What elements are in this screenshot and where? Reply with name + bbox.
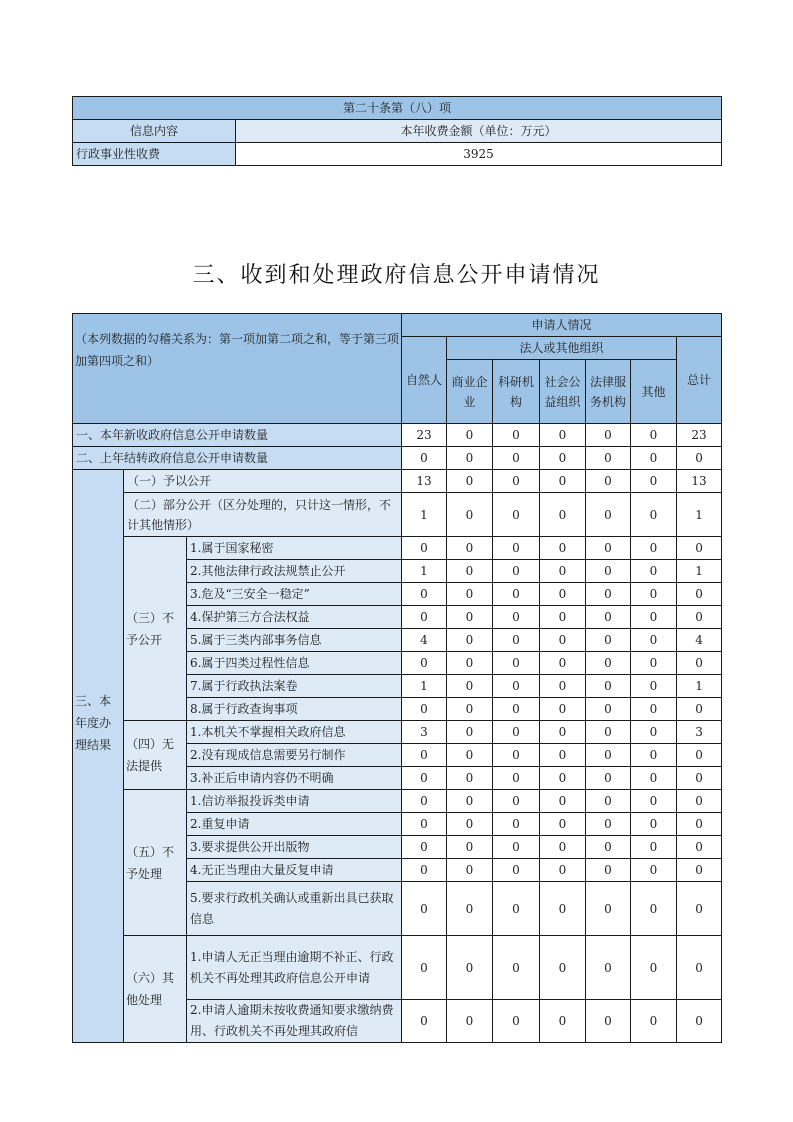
not-processed-row-2-value-0: 0 [402,836,447,859]
not-disclosed-row-0-value-6: 0 [677,537,722,560]
sub-header-other: 其他 [631,360,677,424]
not-processed-row-3-value-6: 0 [677,859,722,882]
not-disclosed-row-3-value-4: 0 [586,606,631,629]
row-new-value-6: 23 [677,424,722,447]
row-new-value-1: 0 [447,424,493,447]
not-disclosed-row-1-value-0: 1 [402,560,447,583]
row-partial-value-1: 0 [447,493,493,537]
other-processing-row-0-value-1: 0 [447,936,493,1000]
other-processing-row-1-value-1: 0 [447,1000,493,1043]
not-disclosed-row-1-value-3: 0 [540,560,586,583]
unable-row-0-value-1: 0 [447,721,493,744]
not-processed-row-2-value-6: 0 [677,836,722,859]
not-disclosed-row-5-value-1: 0 [447,652,493,675]
other-processing-row-0-value-3: 0 [540,936,586,1000]
table-row [73,470,722,493]
result-group-label: 三、本年度办理结果 [73,470,124,1043]
not-disclosed-row-1-value-4: 0 [586,560,631,583]
not-processed-row-label: 5.要求行政机关确认或重新出具已获取信息 [187,882,402,936]
not-disclosed-row-label: 3.危及“三安全一稳定” [187,583,402,606]
not-disclosed-row-3-value-6: 0 [677,606,722,629]
row-open-value-2: 0 [493,470,540,493]
not-processed-row-3-value-2: 0 [493,859,540,882]
fee-table [72,96,722,166]
row-carryover-value-1: 0 [447,447,493,470]
unable-row-2-value-6: 0 [677,767,722,790]
not-disclosed-row-7-value-4: 0 [586,698,631,721]
not-processed-row-2-value-1: 0 [447,836,493,859]
other-processing-row-1-value-6: 0 [677,1000,722,1043]
not-processed-row-2-value-5: 0 [631,836,677,859]
not-disclosed-row-label: 1.属于国家秘密 [187,537,402,560]
other-processing-row-1-value-0: 0 [402,1000,447,1043]
not-processed-row-1-value-3: 0 [540,813,586,836]
unable-row-1-value-3: 0 [540,744,586,767]
table-row [73,936,722,1000]
table-row [73,537,722,560]
unable-row-0-value-3: 0 [540,721,586,744]
not-processed-row-2-value-4: 0 [586,836,631,859]
not-processed-row-3-value-0: 0 [402,859,447,882]
fee-col-value: 本年收费金额（单位：万元） [236,120,722,143]
table-row [73,721,722,744]
not-disclosed-row-3-value-2: 0 [493,606,540,629]
row-partial-value-6: 1 [677,493,722,537]
not-processed-row-4-value-1: 0 [447,882,493,936]
not-disclosed-row-7-value-2: 0 [493,698,540,721]
other-processing-row-label: 1.申请人无正当理由逾期不补正、行政机关不再处理其政府信息公开申请 [187,936,402,1000]
not-processed-row-1-value-4: 0 [586,813,631,836]
not-disclosed-row-0-value-1: 0 [447,537,493,560]
other-processing-row-1-value-4: 0 [586,1000,631,1043]
not-processed-row-0-value-1: 0 [447,790,493,813]
not-processed-row-3-value-1: 0 [447,859,493,882]
not-disclosed-row-3-value-3: 0 [540,606,586,629]
not-disclosed-row-3-value-5: 0 [631,606,677,629]
sub-header-research: 科研机构 [493,360,540,424]
not-disclosed-row-5-value-4: 0 [586,652,631,675]
row-partial-value-5: 0 [631,493,677,537]
not-disclosed-row-0-value-4: 0 [586,537,631,560]
row-carryover-value-0: 0 [402,447,447,470]
row-partial-value-4: 0 [586,493,631,537]
not-processed-row-0-value-0: 0 [402,790,447,813]
not-processed-row-0-value-6: 0 [677,790,722,813]
not-disclosed-row-4-value-0: 4 [402,629,447,652]
not-processed-row-1-value-2: 0 [493,813,540,836]
not-processed-row-4-value-4: 0 [586,882,631,936]
not-disclosed-row-6-value-3: 0 [540,675,586,698]
not-processed-row-1-value-1: 0 [447,813,493,836]
not-processed-row-2-value-2: 0 [493,836,540,859]
row-carryover-value-5: 0 [631,447,677,470]
row-carryover-value-2: 0 [493,447,540,470]
fee-col-label: 信息内容 [73,120,236,143]
not-disclosed-row-1-value-2: 0 [493,560,540,583]
other-processing-row-0-value-2: 0 [493,936,540,1000]
natural-person-header: 自然人 [402,337,447,424]
not-processed-row-3-value-4: 0 [586,859,631,882]
unable-row-1-value-1: 0 [447,744,493,767]
unable-group-label: （四）无法提供 [124,721,187,790]
not-disclosed-row-7-value-0: 0 [402,698,447,721]
unable-row-0-value-2: 0 [493,721,540,744]
table-row [73,790,722,813]
sub-header-public-welfare: 社会公益组织 [540,360,586,424]
table-row [73,447,722,470]
not-disclosed-row-7-value-6: 0 [677,698,722,721]
not-processed-row-4-value-6: 0 [677,882,722,936]
not-processed-row-4-value-3: 0 [540,882,586,936]
not-disclosed-row-6-value-4: 0 [586,675,631,698]
not-disclosed-row-5-value-2: 0 [493,652,540,675]
fee-row-value: 3925 [236,143,722,166]
not-processed-row-1-value-0: 0 [402,813,447,836]
unable-row-2-value-4: 0 [586,767,631,790]
not-disclosed-row-7-value-3: 0 [540,698,586,721]
legal-group-header: 法人或其他组织 [447,337,677,360]
unable-row-label: 2.没有现成信息需要另行制作 [187,744,402,767]
not-disclosed-row-label: 5.属于三类内部事务信息 [187,629,402,652]
not-processed-group-label: （五）不予处理 [124,790,187,936]
not-disclosed-row-1-value-6: 1 [677,560,722,583]
not-disclosed-row-3-value-0: 0 [402,606,447,629]
other-processing-row-0-value-0: 0 [402,936,447,1000]
not-disclosed-row-2-value-6: 0 [677,583,722,606]
section-title: 三、收到和处理政府信息公开申请情况 [192,263,601,288]
not-disclosed-row-4-value-4: 0 [586,629,631,652]
other-processing-row-label: 2.申请人逾期未按收费通知要求缴纳费用、行政机关不再处理其政府信 [187,1000,402,1043]
row-new-value-2: 0 [493,424,540,447]
not-disclosed-row-2-value-3: 0 [540,583,586,606]
unable-row-1-value-6: 0 [677,744,722,767]
not-disclosed-row-4-value-3: 0 [540,629,586,652]
not-disclosed-row-2-value-0: 0 [402,583,447,606]
row-open-value-4: 0 [586,470,631,493]
unable-row-2-value-3: 0 [540,767,586,790]
not-processed-row-label: 2.重复申请 [187,813,402,836]
not-processed-row-0-value-3: 0 [540,790,586,813]
unable-row-2-value-5: 0 [631,767,677,790]
total-header: 总计 [677,337,722,424]
row-carryover-value-3: 0 [540,447,586,470]
unable-row-0-value-5: 0 [631,721,677,744]
not-processed-row-2-value-3: 0 [540,836,586,859]
applicant-header: 申请人情况 [402,314,722,337]
not-disclosed-row-6-value-0: 1 [402,675,447,698]
other-processing-group-label: （六）其他处理 [124,936,187,1043]
not-disclosed-row-0-value-5: 0 [631,537,677,560]
not-disclosed-row-label: 4.保护第三方合法权益 [187,606,402,629]
not-processed-row-1-value-6: 0 [677,813,722,836]
row-new-label: 一、本年新收政府信息公开申请数量 [73,424,402,447]
other-processing-row-0-value-5: 0 [631,936,677,1000]
not-disclosed-row-5-value-0: 0 [402,652,447,675]
not-disclosed-row-2-value-4: 0 [586,583,631,606]
row-carryover-value-6: 0 [677,447,722,470]
table-row [73,493,722,537]
row-open-value-3: 0 [540,470,586,493]
not-disclosed-row-6-value-2: 0 [493,675,540,698]
not-disclosed-row-4-value-1: 0 [447,629,493,652]
corner-note: （本列数据的勾稽关系为：第一项加第二项之和，等于第三项加第四项之和） [73,314,402,424]
unable-row-label: 3.补正后申请内容仍不明确 [187,767,402,790]
unable-row-label: 1.本机关不掌握相关政府信息 [187,721,402,744]
row-partial-label: （二）部分公开（区分处理的，只计这一情形，不计其他情形） [124,493,402,537]
not-disclosed-row-1-value-1: 0 [447,560,493,583]
unable-row-1-value-2: 0 [493,744,540,767]
other-processing-row-1-value-3: 0 [540,1000,586,1043]
other-processing-row-1-value-2: 0 [493,1000,540,1043]
not-disclosed-row-0-value-3: 0 [540,537,586,560]
not-disclosed-row-2-value-2: 0 [493,583,540,606]
not-disclosed-row-label: 2.其他法律行政法规禁止公开 [187,560,402,583]
table-row [73,424,722,447]
not-processed-row-3-value-5: 0 [631,859,677,882]
fee-table-title: 第二十条第（八）项 [73,97,722,120]
sub-header-legal-service: 法律服务机构 [586,360,631,424]
not-processed-row-3-value-3: 0 [540,859,586,882]
row-new-value-5: 0 [631,424,677,447]
unable-row-2-value-2: 0 [493,767,540,790]
fee-row-label: 行政事业性收费 [73,143,236,166]
not-disclosed-row-4-value-2: 0 [493,629,540,652]
not-disclosed-row-6-value-6: 1 [677,675,722,698]
not-disclosed-row-5-value-6: 0 [677,652,722,675]
row-partial-value-2: 0 [493,493,540,537]
not-disclosed-row-label: 6.属于四类过程性信息 [187,652,402,675]
unable-row-1-value-0: 0 [402,744,447,767]
not-processed-row-label: 1.信访举报投诉类申请 [187,790,402,813]
not-processed-row-4-value-0: 0 [402,882,447,936]
unable-row-0-value-0: 3 [402,721,447,744]
not-disclosed-row-2-value-1: 0 [447,583,493,606]
unable-row-1-value-4: 0 [586,744,631,767]
not-disclosed-row-7-value-5: 0 [631,698,677,721]
not-disclosed-row-label: 7.属于行政执法案卷 [187,675,402,698]
not-disclosed-row-7-value-1: 0 [447,698,493,721]
not-disclosed-row-5-value-3: 0 [540,652,586,675]
not-disclosed-row-4-value-5: 0 [631,629,677,652]
unable-row-0-value-4: 0 [586,721,631,744]
application-table [72,313,722,1043]
row-new-value-4: 0 [586,424,631,447]
not-processed-row-4-value-2: 0 [493,882,540,936]
row-carryover-label: 二、上年结转政府信息公开申请数量 [73,447,402,470]
not-disclosed-row-2-value-5: 0 [631,583,677,606]
not-disclosed-row-6-value-1: 0 [447,675,493,698]
not-disclosed-row-5-value-5: 0 [631,652,677,675]
other-processing-row-0-value-6: 0 [677,936,722,1000]
not-disclosed-row-0-value-0: 0 [402,537,447,560]
not-processed-row-0-value-2: 0 [493,790,540,813]
not-processed-row-label: 4.无正当理由大量反复申请 [187,859,402,882]
unable-row-0-value-6: 3 [677,721,722,744]
unable-row-2-value-0: 0 [402,767,447,790]
other-processing-row-0-value-4: 0 [586,936,631,1000]
row-new-value-3: 0 [540,424,586,447]
not-processed-row-0-value-4: 0 [586,790,631,813]
not-processed-row-1-value-5: 0 [631,813,677,836]
row-partial-value-3: 0 [540,493,586,537]
not-processed-row-label: 3.要求提供公开出版物 [187,836,402,859]
other-processing-row-1-value-5: 0 [631,1000,677,1043]
row-open-value-0: 13 [402,470,447,493]
unable-row-2-value-1: 0 [447,767,493,790]
row-open-value-1: 0 [447,470,493,493]
not-disclosed-row-0-value-2: 0 [493,537,540,560]
not-disclosed-group-label: （三）不予公开 [124,537,187,721]
not-processed-row-4-value-5: 0 [631,882,677,936]
not-disclosed-row-label: 8.属于行政查询事项 [187,698,402,721]
not-processed-row-0-value-5: 0 [631,790,677,813]
row-open-value-6: 13 [677,470,722,493]
unable-row-1-value-5: 0 [631,744,677,767]
row-carryover-value-4: 0 [586,447,631,470]
row-open-label: （一）予以公开 [124,470,402,493]
row-new-value-0: 23 [402,424,447,447]
row-open-value-5: 0 [631,470,677,493]
not-disclosed-row-6-value-5: 0 [631,675,677,698]
not-disclosed-row-3-value-1: 0 [447,606,493,629]
not-disclosed-row-4-value-6: 4 [677,629,722,652]
not-disclosed-row-1-value-5: 0 [631,560,677,583]
row-partial-value-0: 1 [402,493,447,537]
sub-header-business: 商业企业 [447,360,493,424]
